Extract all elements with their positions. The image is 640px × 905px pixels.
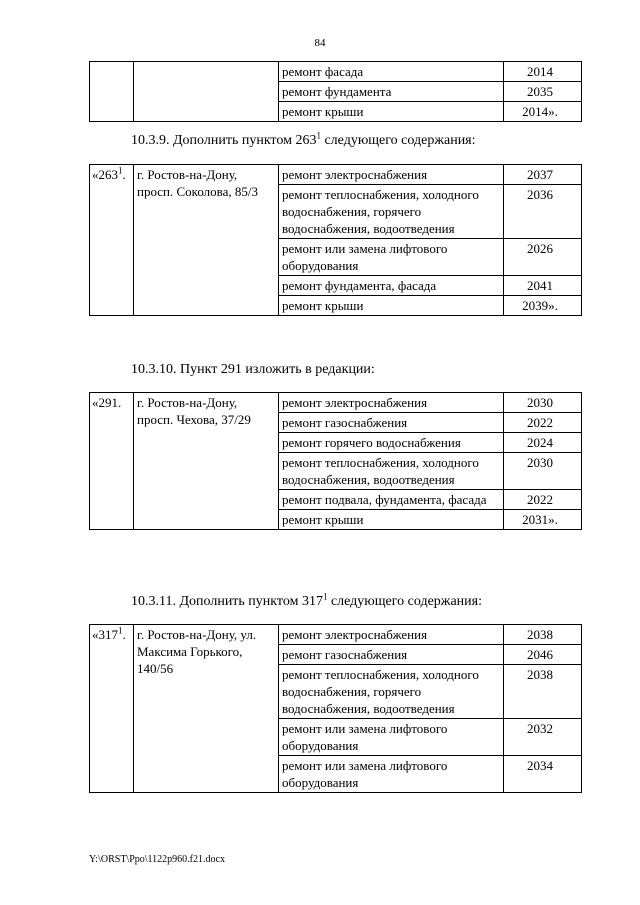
- table-row: [90, 393, 582, 413]
- work-cell: ремонт или замена лифтового оборудования: [279, 756, 504, 793]
- work-cell: ремонт теплоснабжения, холодного водоснабжения, горячего водоснабжения, водоотведения: [279, 665, 504, 719]
- table-row: [90, 625, 582, 645]
- work-cell: ремонт или замена лифтового оборудования: [279, 239, 504, 276]
- footer-file-path: Y:\ORST\Ppo\1122p960.f21.docx: [89, 854, 225, 865]
- year-cell: 2014».: [504, 102, 582, 122]
- work-cell: ремонт или замена лифтового оборудования: [279, 719, 504, 756]
- paragraph-text: 10.3.9. Дополнить пунктом 263: [131, 133, 317, 148]
- work-cell: ремонт электроснабжения: [279, 393, 504, 413]
- work-cell: ремонт фундамента: [279, 82, 504, 102]
- paragraph-10-3-10: [131, 361, 375, 379]
- item-number-cell: «$263^1$.: [90, 165, 134, 316]
- work-cell: ремонт электроснабжения: [279, 625, 504, 645]
- year-cell: 2024: [504, 433, 582, 453]
- item-number-cell: «$317^1$.: [90, 625, 134, 793]
- work-cell: ремонт горячего водоснабжения: [279, 433, 504, 453]
- work-cell: ремонт крыши: [279, 510, 504, 530]
- repair-schedule-table-291: [89, 392, 582, 530]
- paragraph-10-3-9: [131, 132, 476, 150]
- address-cell: г. Ростов-на-Дону, просп. Соколова, 85/3: [134, 165, 279, 316]
- year-cell: 2014: [504, 62, 582, 82]
- year-cell: 2032: [504, 719, 582, 756]
- work-cell: ремонт газоснабжения: [279, 413, 504, 433]
- year-cell: 2038: [504, 625, 582, 645]
- work-cell: ремонт крыши: [279, 296, 504, 316]
- item-number-cell: «291.: [90, 393, 134, 530]
- work-cell: ремонт крыши: [279, 102, 504, 122]
- superscript: 1: [316, 130, 321, 141]
- address-cell: [134, 62, 279, 122]
- year-cell: 2022: [504, 490, 582, 510]
- superscript: 1: [322, 591, 328, 602]
- year-cell: 2026: [504, 239, 582, 276]
- year-cell: 2037: [504, 165, 582, 185]
- paragraph-text: следующего содержания:: [327, 594, 482, 609]
- table-row: [90, 165, 582, 185]
- work-cell: ремонт газоснабжения: [279, 645, 504, 665]
- address-cell: г. Ростов-на-Дону, просп. Чехова, 37/29: [134, 393, 279, 530]
- year-cell: 2036: [504, 185, 582, 239]
- paragraph-10-3-11: [131, 593, 482, 611]
- year-cell: 2035: [504, 82, 582, 102]
- repair-schedule-table-2631: [89, 164, 582, 316]
- year-cell: 2022: [504, 413, 582, 433]
- year-cell: 2039».: [504, 296, 582, 316]
- year-cell: 2030: [504, 393, 582, 413]
- work-cell: ремонт фасада: [279, 62, 504, 82]
- paragraph-text: 10.3.10. Пункт 291 изложить в редакции:: [131, 362, 375, 377]
- paragraph-text: следующего содержания:: [320, 133, 476, 148]
- year-cell: 2030: [504, 453, 582, 490]
- repair-schedule-table-3171: [89, 624, 582, 793]
- year-cell: 2038: [504, 665, 582, 719]
- table-row: [90, 62, 582, 82]
- paragraph-text: 10.3.11. Дополнить пунктом 317: [131, 594, 323, 609]
- year-cell: 2031».: [504, 510, 582, 530]
- work-cell: ремонт теплоснабжения, холодного водоснабжения, водоотведения: [279, 453, 504, 490]
- work-cell: ремонт фундамента, фасада: [279, 276, 504, 296]
- address-cell: г. Ростов-на-Дону, ул. Максима Горького, 140/56: [134, 625, 279, 793]
- item-number-cell: [90, 62, 134, 122]
- work-cell: ремонт электроснабжения: [279, 165, 504, 185]
- work-cell: ремонт подвала, фундамента, фасада: [279, 490, 504, 510]
- work-cell: ремонт теплоснабжения, холодного водоснабжения, горячего водоснабжения, водоотведения: [279, 185, 504, 239]
- repair-schedule-table-continued: [89, 61, 582, 122]
- year-cell: 2041: [504, 276, 582, 296]
- page-number: 84: [314, 37, 326, 49]
- year-cell: 2034: [504, 756, 582, 793]
- year-cell: 2046: [504, 645, 582, 665]
